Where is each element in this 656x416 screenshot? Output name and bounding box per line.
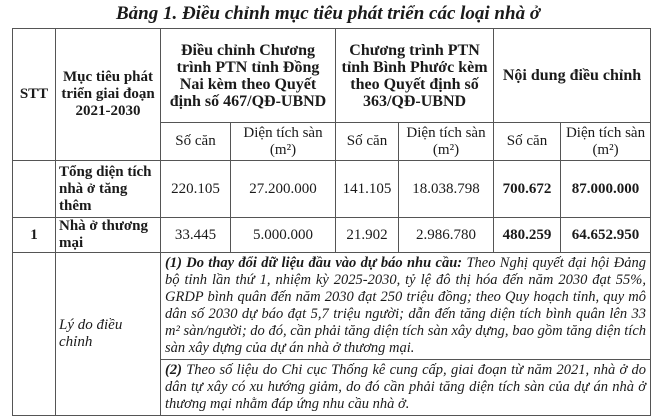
cell-stt [13, 253, 56, 416]
subheader-area: Diện tích sàn (m²) [561, 123, 651, 161]
cell-value: 141.105 [336, 161, 399, 218]
reason-1-heading: (1) Do thay đổi dữ liệu đầu vào dự báo nhu cầu: [165, 255, 463, 271]
header-adjust: Nội dung điều chỉnh [494, 29, 651, 123]
cell-value: 18.038.798 [399, 161, 494, 218]
subheader-area: Diện tích sàn (m²) [231, 123, 336, 161]
subheader-units: Số căn [494, 123, 561, 161]
reason-label: Lý do điều chỉnh [56, 253, 161, 416]
cell-stt: 1 [13, 218, 56, 253]
cell-value: 21.902 [336, 218, 399, 253]
cell-value: 27.200.000 [231, 161, 336, 218]
reason-paragraph-2 [161, 360, 651, 416]
subheader-area: Diện tích sàn (m²) [399, 123, 494, 161]
housing-target-table [12, 28, 651, 416]
table-row [13, 218, 651, 253]
subheader-units: Số căn [336, 123, 399, 161]
table-title: Bảng 1. Điều chỉnh mục tiêu phát triển các loại nhà ở [115, 3, 541, 24]
table-row [13, 161, 651, 218]
reason-2-heading: (2) [165, 362, 182, 378]
subheader-units: Số căn [161, 123, 231, 161]
reason-paragraph-1 [161, 253, 651, 360]
header-target: Mục tiêu phát triển giai đoạn 2021-2030 [56, 29, 161, 161]
cell-value: 700.672 [494, 161, 561, 218]
reason-2-text: Theo số liệu do Chi cục Thống kê cung cấp, giai đoạn từ năm 2021, nhà ở do dân tự xây có xu hướng giảm, do đó cần phải tăng diện tích sàn của dự án nhà ở thương mại nhằm đáp ứng nhu cầu nhà ở. [165, 362, 647, 412]
cell-name: Nhà ở thương mại [56, 218, 161, 253]
cell-stt [13, 161, 56, 218]
cell-value: 2.986.780 [399, 218, 494, 253]
header-stt: STT [13, 29, 56, 161]
reason-1-text: Theo Nghị quyết đại hội Đảng bộ tỉnh lần thứ 1, nhiệm kỳ 2025-2030, tỷ lệ đô thị hóa đến năm 2030 đạt 55%, GRDP bình quân đến năm 2030 đạt 250 triệu đồng; theo Quy hoạch tỉnh, quy mô dân số 2030 dự báo đạt 5,7 triệu người; dẫn đến tăng diện tích bình quân lên 33 m² sàn/người; do đó, cần phải tăng diện tích sàn xây dựng, bao gồm tăng diện tích sàn xây dựng của dự án nhà ở thương mại. [165, 255, 647, 356]
cell-value: 64.652.950 [561, 218, 651, 253]
header-binhphuoc: Chương trình PTN tỉnh Bình Phước kèm theo Quyết định số 363/QĐ-UBND [336, 29, 494, 123]
cell-value: 5.000.000 [231, 218, 336, 253]
cell-name: Tổng diện tích nhà ở tăng thêm [56, 161, 161, 218]
cell-value: 87.000.000 [561, 161, 651, 218]
cell-value: 220.105 [161, 161, 231, 218]
header-dongnai: Điều chỉnh Chương trình PTN tỉnh Đồng Nai kèm theo Quyết định số 467/QĐ-UBND [161, 29, 336, 123]
cell-value: 33.445 [161, 218, 231, 253]
cell-value: 480.259 [494, 218, 561, 253]
